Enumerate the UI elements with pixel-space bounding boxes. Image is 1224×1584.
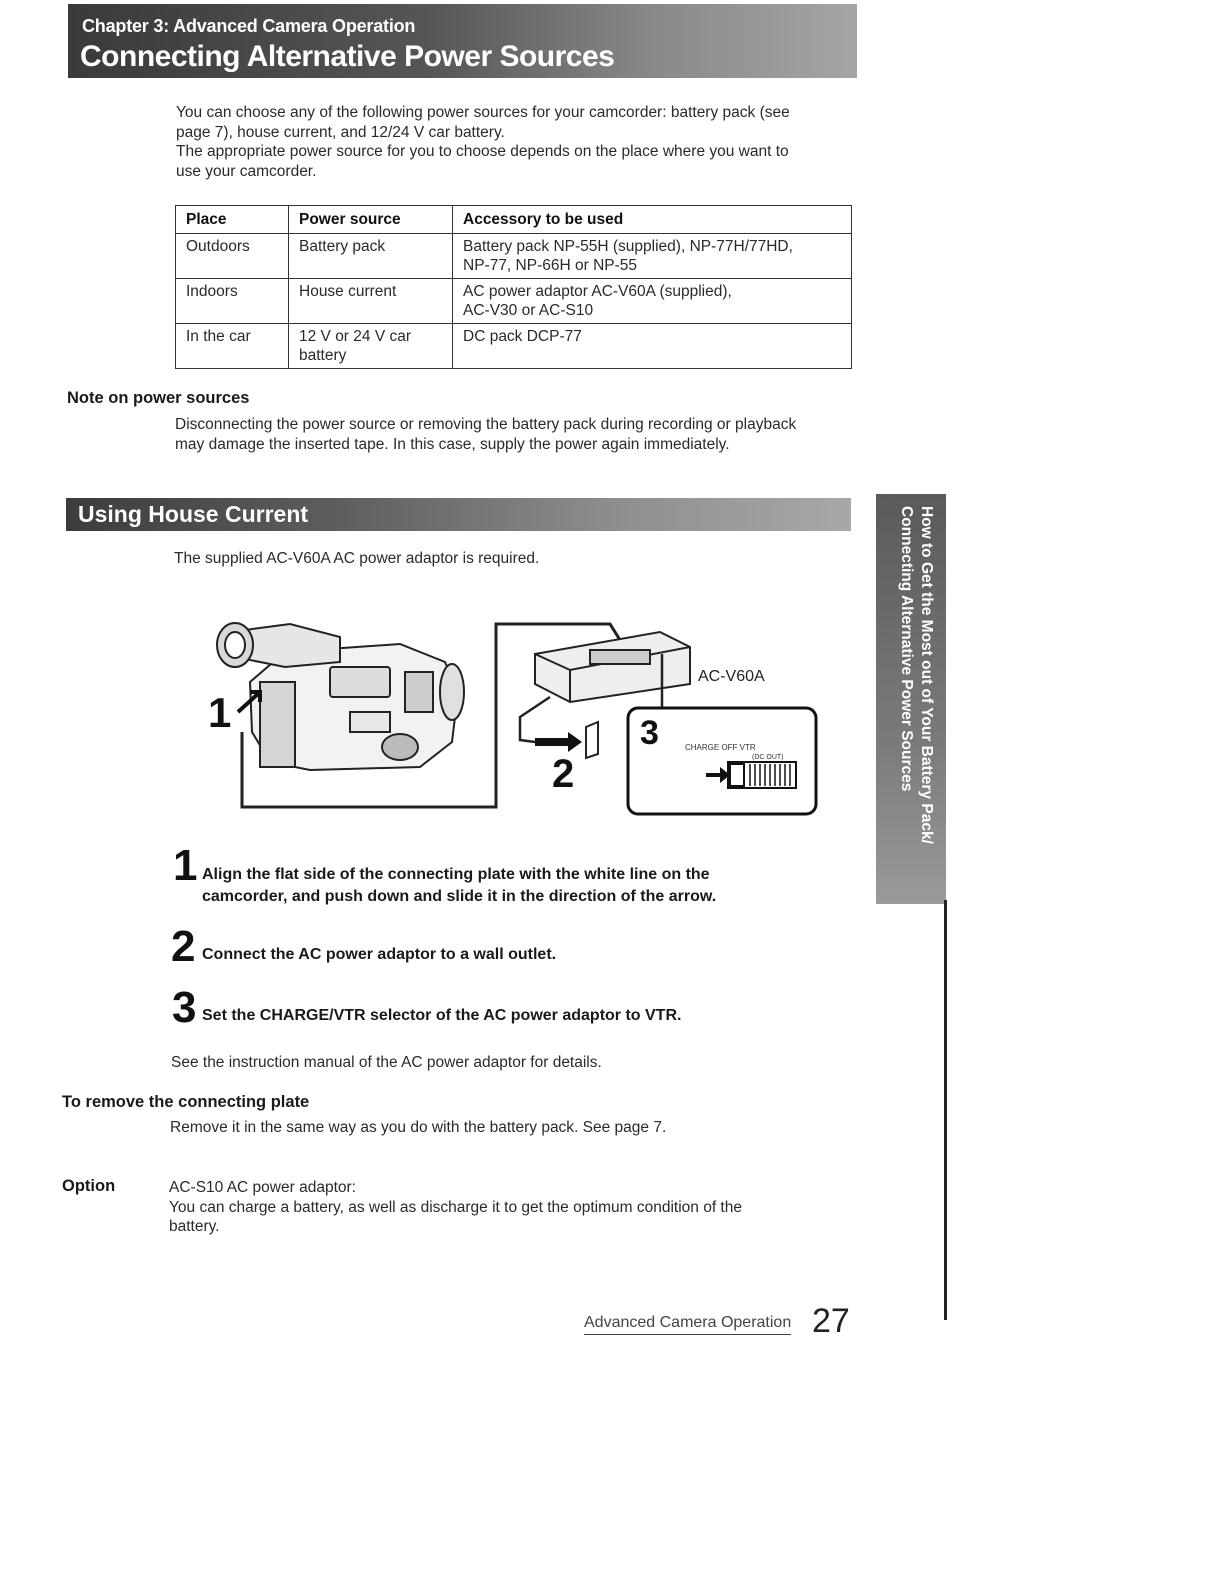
option-line: You can charge a battery, as well as discharge it to get the optimum condition of the <box>169 1198 742 1216</box>
cell-line: battery <box>299 347 347 364</box>
callout-2: 2 <box>552 752 575 796</box>
callout-1: 1 <box>208 689 232 736</box>
margin-rule <box>944 900 947 1320</box>
cell-power-source <box>289 324 453 369</box>
selector-sublabel: (DC OUT) <box>752 754 784 761</box>
column-header-power-source: Power source <box>289 206 453 234</box>
note-heading: Note on power sources <box>67 389 250 407</box>
details-note: See the instruction manual of the AC power adaptor for details. <box>171 1054 602 1071</box>
cell-place: Outdoors <box>176 234 289 279</box>
section-intro: The supplied AC-V60A AC power adaptor is required. <box>174 550 540 567</box>
power-source-table <box>175 205 852 369</box>
chapter-label: Chapter 3: Advanced Camera Operation <box>82 16 416 36</box>
page-number: 27 <box>812 1302 850 1340</box>
remove-heading: To remove the connecting plate <box>62 1093 310 1111</box>
cell-line: DC pack DCP-77 <box>463 328 582 345</box>
intro-line: page 7), house current, and 12/24 V car battery. <box>176 123 505 141</box>
power-cord <box>520 697 550 742</box>
cell-line: Battery pack NP-55H (supplied), NP-77H/77HD, <box>463 238 793 255</box>
selector-knob <box>730 764 744 786</box>
intro-line: use your camcorder. <box>176 162 317 180</box>
cell-accessory <box>453 279 852 324</box>
wall-outlet-icon <box>586 722 598 758</box>
cell-line: AC-V30 or AC-S10 <box>463 302 594 319</box>
section-title: Using House Current <box>78 501 309 527</box>
cell-line: House current <box>299 283 397 300</box>
table-row <box>176 279 852 324</box>
section-banner <box>66 498 851 531</box>
intro-line: You can choose any of the following power sources for your camcorder: battery pack (see <box>176 104 790 121</box>
chapter-banner <box>68 4 857 78</box>
table-row <box>176 234 852 279</box>
step-text: Set the CHARGE/VTR selector of the AC power adaptor to VTR. <box>202 1007 682 1024</box>
arrow-2-icon <box>535 732 582 752</box>
option-text <box>169 1178 742 1237</box>
cell-line: 12 V or 24 V car <box>299 328 412 345</box>
cell-place: Indoors <box>176 279 289 324</box>
side-tab <box>876 494 946 904</box>
column-header-accessory: Accessory to be used <box>453 206 852 234</box>
cell-power-source <box>289 234 453 279</box>
table-row <box>176 324 852 369</box>
callout-3: 3 <box>640 714 659 752</box>
column-header-place: Place <box>176 206 289 234</box>
table-header-row <box>176 206 852 234</box>
note-line: Disconnecting the power source or removing the battery pack during recording or playback <box>175 416 797 433</box>
adaptor-label: AC-V60A <box>698 668 765 685</box>
footer-section-label: Advanced Camera Operation <box>584 1314 791 1335</box>
step-text: Connect the AC power adaptor to a wall outlet. <box>202 946 557 963</box>
remove-text: Remove it in the same way as you do with the battery pack. See page 7. <box>170 1119 667 1136</box>
side-tab-line: How to Get the Most out of Your Battery Pack/ <box>918 506 935 844</box>
intro-line: The appropriate power source for you to choose depends on the place where you want to <box>176 143 789 160</box>
option-line: AC-S10 AC power adaptor: <box>169 1179 356 1196</box>
option-label: Option <box>62 1177 116 1195</box>
side-tab-line: Connecting Alternative Power Sources <box>898 506 915 792</box>
cell-line: AC power adaptor AC-V60A (supplied), <box>463 283 732 300</box>
cell-place: In the car <box>176 324 289 369</box>
cell-power-source <box>289 279 453 324</box>
step-text <box>202 864 716 908</box>
page-title: Connecting Alternative Power Sources <box>80 40 615 73</box>
connection-diagram <box>190 612 830 822</box>
side-tab-text <box>876 494 946 904</box>
step-line: camcorder, and push down and slide it in the direction of the arrow. <box>202 888 717 905</box>
option-line: battery. <box>169 1218 220 1235</box>
selector-label: CHARGE OFF VTR <box>685 743 756 752</box>
note-paragraph <box>175 415 796 454</box>
cell-line: Battery pack <box>299 238 386 255</box>
step-number: 3 <box>172 983 197 1032</box>
note-line: may damage the inserted tape. In this case, supply the power again immediately. <box>175 435 730 453</box>
cell-line: NP-77, NP-66H or NP-55 <box>463 257 638 274</box>
cell-accessory <box>453 234 852 279</box>
intro-paragraph <box>176 103 790 181</box>
step-line: Align the flat side of the connecting plate with the white line on the <box>202 866 710 883</box>
ac-adaptor-illustration <box>535 632 690 702</box>
step-number: 1 <box>173 841 198 890</box>
step-number: 2 <box>171 922 196 971</box>
cell-accessory <box>453 324 852 369</box>
